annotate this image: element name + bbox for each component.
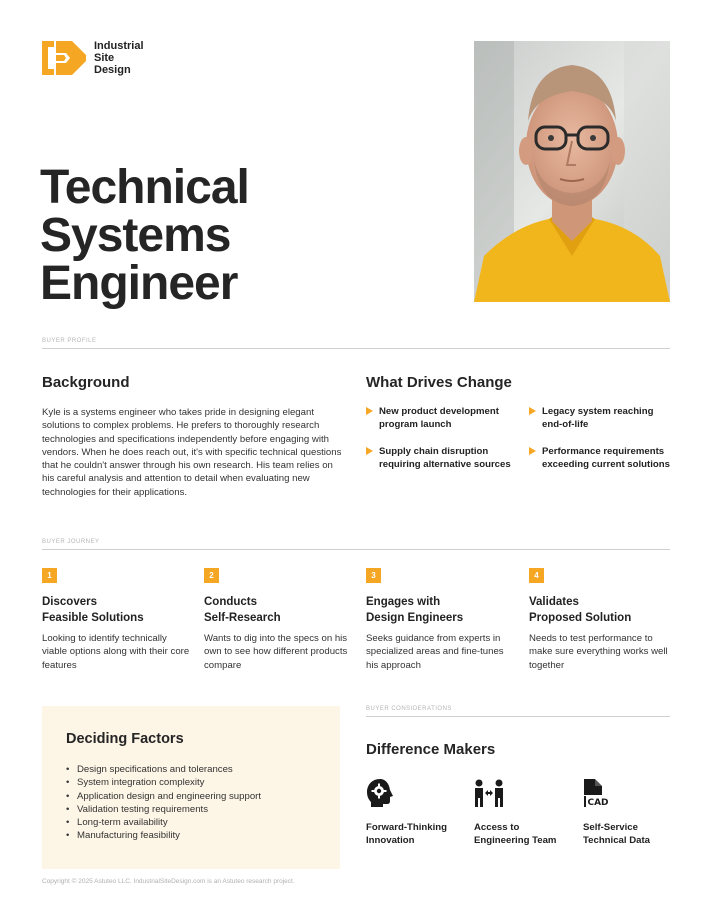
step-number-badge: 2: [204, 568, 219, 583]
drive-item-text: Supply chain disruption requiring alternative sources: [379, 446, 511, 471]
step-title: [366, 595, 516, 626]
triangle-bullet-icon: [529, 447, 536, 455]
difference-maker-label: [366, 821, 476, 848]
journey-step: [529, 568, 670, 672]
copyright-footer: Copyright © 2025 Astuteo LLC. IndustrialSiteDesign.com is an Astuteo research project.: [42, 878, 295, 885]
dm-line-2: Technical Data: [583, 835, 651, 847]
dm-line-2: Engineering Team: [474, 835, 557, 847]
difference-maker-label: [583, 821, 693, 848]
drive-item-text: Legacy system reaching end-of-life: [542, 406, 654, 431]
buyer-profile-label: BUYER PROFILE: [42, 338, 97, 344]
list-item: [66, 803, 261, 816]
bullet-dot-icon: •: [66, 790, 70, 802]
brand-line-3: Design: [94, 64, 131, 76]
buyer-journey-label: BUYER JOURNEY: [42, 539, 100, 545]
bullet-dot-icon: •: [66, 817, 70, 829]
drive-item-text: Performance requirements exceeding current solutions: [542, 446, 670, 471]
drive-item: [529, 445, 670, 472]
background-text: Kyle is a systems engineer who takes pride in designing elegant solutions to complex problems. He prefers to thoroughly research technologies and specifications independently before engaging with vendors. When he does reach out, it's with specific technical questions that he couldn't answer through his own research. His team relies on his careful analysis and attention to detail when evaluating new technologies for their applications.: [42, 407, 342, 498]
journey-step: [42, 568, 192, 672]
step-title-line-1: Discovers: [42, 596, 97, 608]
title-line-3: Engineer: [40, 257, 238, 310]
dm-line-1: Access to: [474, 822, 520, 833]
bullet-dot-icon: •: [66, 777, 70, 789]
step-title-line-2: Self-Research: [204, 611, 281, 624]
deciding-item-text: Application design and engineering support: [77, 790, 262, 802]
deciding-item-text: Long-term availability: [77, 817, 168, 829]
dm-line-2: Innovation: [366, 835, 415, 847]
bullet-dot-icon: •: [66, 830, 70, 842]
list-item: [66, 776, 261, 789]
cad-file-icon: [583, 778, 613, 808]
step-title-line-1: Conducts: [204, 596, 258, 608]
list-item: [66, 829, 261, 842]
deciding-list: [66, 763, 261, 843]
bullet-dot-icon: •: [66, 764, 70, 775]
journey-step: [204, 568, 354, 672]
step-title: [529, 595, 670, 626]
step-title-line-2: Feasible Solutions: [42, 611, 144, 624]
drive-item: [366, 445, 516, 472]
deciding-factors-panel: [42, 706, 340, 869]
people-exchange-icon: [474, 778, 504, 808]
difference-maker-label: [474, 821, 584, 848]
step-description: Looking to identify technically viable options along with their core features: [42, 633, 190, 671]
difference-heading: Difference Makers: [366, 741, 496, 758]
triangle-bullet-icon: [366, 407, 373, 415]
triangle-bullet-icon: [366, 447, 373, 455]
triangle-bullet-icon: [529, 407, 536, 415]
journey-divider: [42, 549, 670, 550]
step-title: [204, 595, 354, 626]
difference-maker: [366, 778, 476, 848]
step-description: Needs to test performance to make sure everything works well together: [529, 633, 668, 671]
page-title: [40, 161, 249, 310]
portrait-photo: [474, 41, 670, 302]
isd-logo-mark-icon: [42, 41, 86, 75]
deciding-item-text: System integration complexity: [77, 777, 205, 789]
step-title-line-1: Validates: [529, 596, 579, 608]
brand-logo: [42, 40, 144, 76]
title-line-2: Systems: [40, 209, 231, 262]
profile-divider: [42, 348, 670, 349]
brand-line-1: Industrial: [94, 40, 144, 52]
buyer-considerations-label: BUYER CONSIDERATIONS: [366, 706, 452, 712]
journey-step: [366, 568, 516, 672]
drive-item: [366, 405, 516, 432]
dm-line-1: Forward-Thinking: [366, 822, 448, 833]
background-heading: Background: [42, 374, 130, 391]
step-title-line-2: Design Engineers: [366, 611, 464, 624]
list-item: [66, 790, 261, 803]
considerations-divider: [366, 716, 670, 717]
step-description: Wants to dig into the specs on his own to see how different products compare: [204, 633, 348, 671]
drives-heading: What Drives Change: [366, 374, 512, 391]
title-line-1: Technical: [40, 161, 249, 214]
head-gear-icon: [366, 778, 396, 808]
deciding-item-text: Design specifications and tolerances: [77, 764, 233, 775]
cad-icon-text: CAD: [587, 798, 609, 808]
deciding-item-text: Manufacturing feasibility: [77, 830, 180, 842]
drive-item: [529, 405, 670, 432]
deciding-heading: Deciding Factors: [66, 731, 184, 747]
step-title-line-1: Engages with: [366, 596, 441, 608]
step-number-badge: 3: [366, 568, 381, 583]
step-description: Seeks guidance from experts in specialized areas and fine-tunes his approach: [366, 633, 504, 671]
difference-maker: [583, 778, 693, 848]
step-title-line-2: Proposed Solution: [529, 611, 632, 624]
step-title: [42, 595, 192, 626]
drive-item-text: New product development program launch: [379, 406, 499, 431]
step-number-badge: 4: [529, 568, 544, 583]
step-number-badge: 1: [42, 568, 57, 583]
deciding-item-text: Validation testing requirements: [77, 803, 209, 815]
list-item: [66, 763, 261, 776]
difference-maker: [474, 778, 584, 848]
dm-line-1: Self-Service: [583, 822, 638, 833]
list-item: [66, 816, 261, 829]
brand-line-2: Site: [94, 52, 115, 64]
brand-name: [94, 40, 144, 76]
bullet-dot-icon: •: [66, 803, 70, 815]
